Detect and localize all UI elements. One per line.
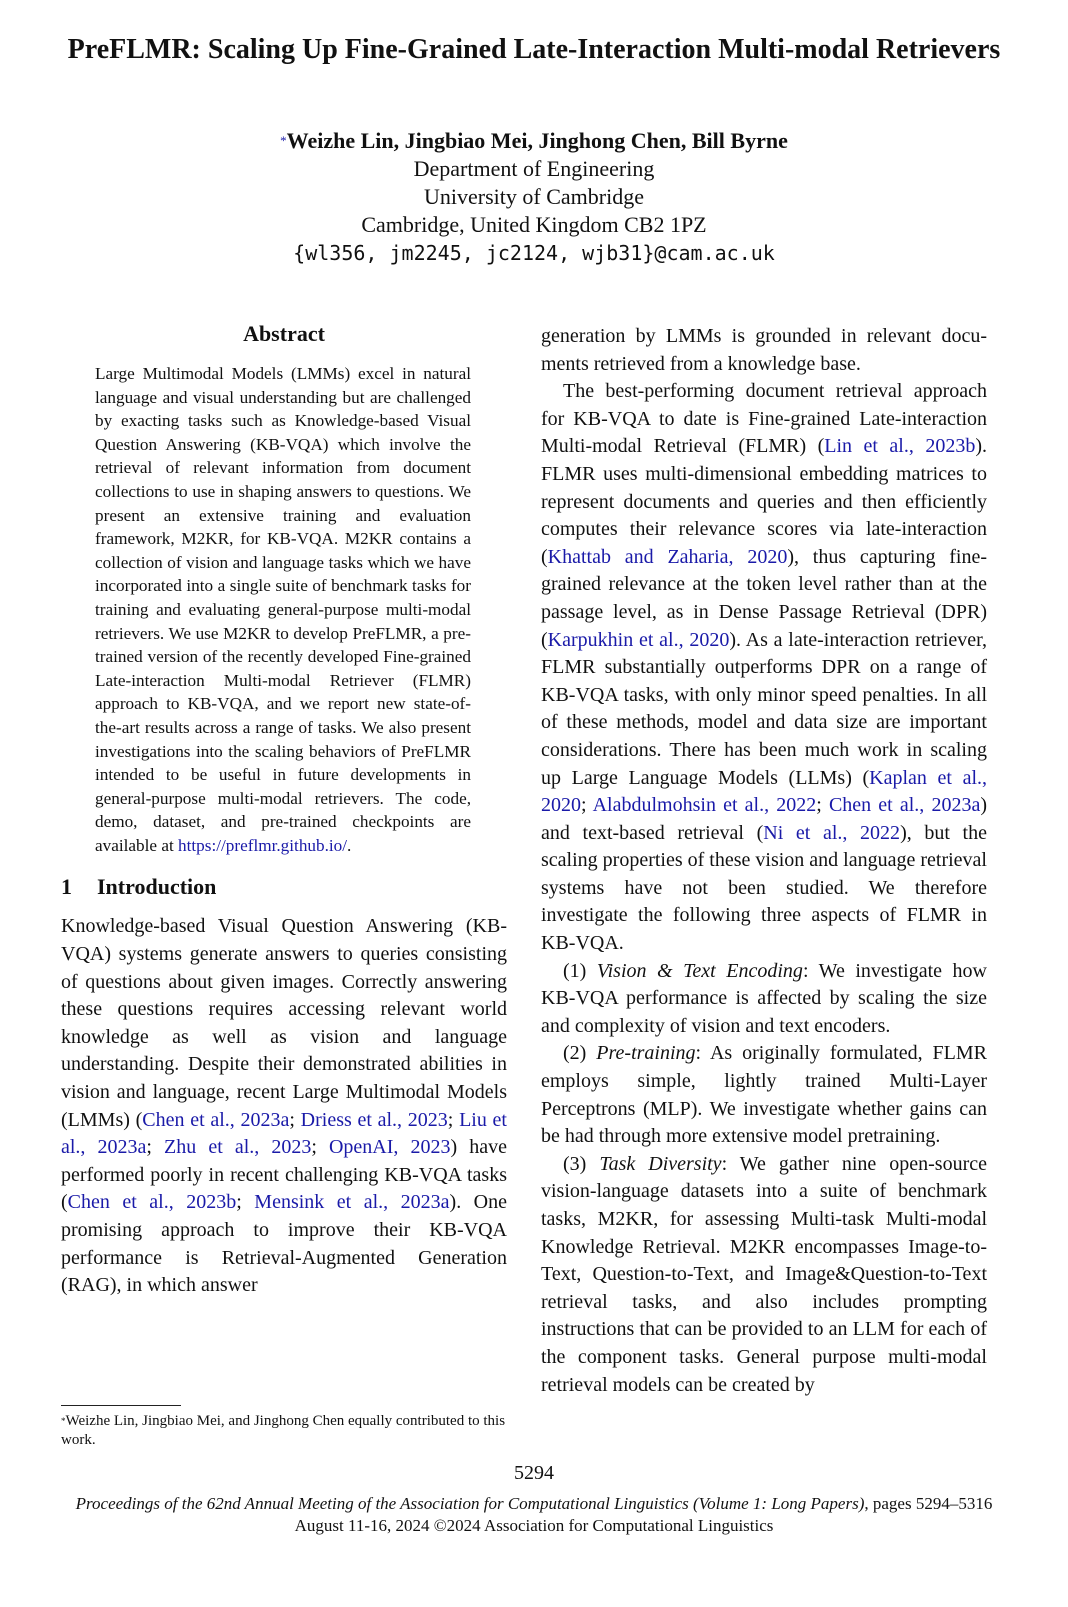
citation-ni-2022[interactable]: Ni et al., 2022 — [763, 821, 901, 844]
proceedings-pages: , pages 5294–5316 — [864, 1494, 993, 1513]
author-email: {wl356, jm2245, jc2124, wjb31}@cam.ac.uk — [293, 241, 775, 265]
text-run: The best-performing document retrieval approach for KB-VQA to date is Fine-grained Late-interaction Multi-modal Retrieval (FLMR) ( — [541, 380, 987, 458]
proceedings-footer — [20, 1493, 1048, 1537]
text-run: ). One promising approach to improve their KB-VQA performance is Retrieval-Augmented Generation (RAG), in which answer — [61, 1191, 508, 1297]
citation-mensink-2023a[interactable]: Mensink et al., 2023a — [254, 1191, 450, 1214]
proceedings-venue: Proceedings of the 62nd Annual Meeting of the Association for Computational Linguistics (Volume 1: Long Papers) — [75, 1494, 865, 1513]
footnote-marker: * — [61, 1416, 66, 1426]
proceedings-line-2: August 11-16, 2024 ©2024 Association for Computational Linguistics — [294, 1516, 774, 1535]
intro-paragraph-3 — [541, 958, 987, 1041]
list-number: (3) — [563, 1152, 600, 1175]
list-number: (2) — [563, 1042, 597, 1065]
intro-paragraph-2 — [541, 378, 987, 957]
citation-alabdulmohsin-2022[interactable]: Alabdulmohsin et al., 2022 — [592, 794, 817, 817]
citation-chen-2023a-2[interactable]: Chen et al., 2023a — [828, 794, 981, 817]
citation-openai-2023[interactable]: OpenAI, 2023 — [328, 1136, 451, 1159]
left-column — [61, 320, 507, 1300]
separator: ; — [146, 1136, 165, 1159]
text-run: ). FLMR uses multi-dimensional embedding matrices to represent documents and queries and then efficiently computes their relevance scores via late-interaction ( — [541, 435, 987, 568]
abstract-text — [95, 362, 471, 857]
citation-kaplan-2020[interactable]: Kaplan et al., 2020 — [541, 766, 987, 817]
author-names: Weizhe Lin, Jingbiao Mei, Jinghong Chen, Bill Byrne — [286, 128, 788, 153]
page-number: 5294 — [514, 1462, 554, 1484]
separator: ; — [236, 1191, 255, 1214]
text-run: : As originally formulated, FLMR employs simple, lightly trained Multi-Layer Perceptrons (MLP). We investigate whether gains can be had through more extensive model pretraining. — [541, 1042, 987, 1148]
author-address: Cambridge, United Kingdom CB2 1PZ — [361, 212, 707, 237]
footnote-rule — [61, 1405, 181, 1406]
text-run: : We gather nine open-source vision-language datasets into a suite of benchmark tasks, M2KR, for assessing Multi-task Multi-modal Knowledge Retrieval. M2KR encompasses Image-to-Text, Question-to-Text, and Image&Question-to-Text retrieval tasks, and also includes prompting instructions that can be provided to an LLM for each of the component tasks. General purpose multi-modal retrieval models can be created by — [541, 1152, 987, 1396]
proceedings-line-1 — [20, 1493, 1048, 1515]
citation-chen-2023b[interactable]: Chen et al., 2023b — [67, 1191, 237, 1214]
text-run: Knowledge-based Visual Question Answering (KB-VQA) systems generate answers to queries consisting of questions about given images. Correctly answering these questions requires accessing relevant world knowledge as well as vision and language understanding. Despite their demonstrated abilities in vision and language, recent Large Multimodal Models (LMMs) ( — [61, 915, 507, 1131]
text-run: ) have performed poorly in recent challenging KB-VQA tasks ( — [61, 1136, 507, 1214]
text-run: ) and text-based retrieval ( — [541, 794, 987, 844]
section-number: 1 — [61, 874, 72, 900]
citation-lin-2023b[interactable]: Lin et al., 2023b — [824, 435, 976, 458]
text-run: ). As a late-interaction retriever, FLMR substantially outperforms DPR on a range of KB-VQA tasks, with only minor speed penalties. In all of these methods, model and data size are important considerations. There has been much work in scaling up Large Language Models (LLMs) ( — [541, 628, 987, 789]
footnote-text: Weizhe Lin, Jingbiao Mei, and Jinghong Chen equally contributed to this work. — [61, 1413, 506, 1448]
emphasis-term: Task Diversity — [599, 1152, 722, 1175]
footnote — [61, 1405, 507, 1450]
citation-khattab-2020[interactable]: Khattab and Zaharia, 2020 — [547, 545, 788, 568]
separator: ; — [447, 1108, 460, 1131]
citation-zhu-2023[interactable]: Zhu et al., 2023 — [164, 1136, 312, 1159]
text-run: ), thus capturing fine-grained relevance at the token level rather than at the passage level, as in Dense Passage Retrieval (DPR) ( — [541, 545, 987, 651]
author-block — [60, 127, 1008, 267]
author-university: University of Cambridge — [424, 184, 644, 209]
right-column — [541, 323, 987, 1399]
abstract-body: Large Multimodal Models (LMMs) excel in natural language and visual understanding but are challenged by exacting tasks such as Knowledge-based Visual Question Answering (KB-VQA) which involve the retrieval of relevant information from document collections to use in shaping answers to questions. We present an extensive training and evaluation framework, M2KR, for KB-VQA. M2KR contains a collection of vision and language tasks which we have incorporated into a single suite of benchmark tasks for training and evaluating general-purpose multi-modal retrievers. We use M2KR to develop PreFLMR, a pretrained version of the recently developed Fine-grained Late-interaction Multi-modal Retriever (FLMR) approach to KB-VQA, and we report new state-of-the-art results across a range of tasks. We also present investigations into the scaling behaviors of PreFLMR intended to be useful in future developments in general-purpose multi-modal retrievers. The code, demo, dataset, and pre-trained checkpoints are available at — [95, 364, 471, 855]
text-run: : We investigate how KB-VQA performance is affected by scaling the size and complexity of vision and text encoders. — [541, 959, 987, 1037]
emphasis-term: Pre-training — [596, 1042, 696, 1065]
citation-driess-2023[interactable]: Driess et al., 2023 — [300, 1108, 448, 1131]
intro-paragraph-1 — [61, 913, 507, 1299]
abstract-heading: Abstract — [243, 321, 325, 346]
paper-title: PreFLMR: Scaling Up Fine-Grained Late-Interaction Multi-modal Retrievers — [67, 34, 1001, 65]
project-link[interactable]: https://preflmr.github.io/ — [178, 835, 348, 855]
intro-paragraph-1-continued: generation by LMMs is grounded in relevant documents retrieved from a knowledge base. — [541, 325, 987, 375]
citation-karpukhin-2020[interactable]: Karpukhin et al., 2020 — [547, 628, 730, 651]
citation-chen-2023a[interactable]: Chen et al., 2023a — [142, 1108, 290, 1131]
list-number: (1) — [563, 959, 597, 982]
text-run: ), but the scaling properties of these vision and language retrieval systems have not been studied. We therefore investigate the following three aspects of FLMR in KB-VQA. — [541, 821, 987, 955]
author-names-line — [60, 127, 1008, 155]
intro-paragraph-4 — [541, 1040, 987, 1150]
emphasis-term: Vision & Text Encoding — [596, 959, 803, 982]
separator: ; — [289, 1108, 301, 1131]
section-heading-introduction — [61, 873, 507, 901]
abstract-end: . — [347, 835, 352, 855]
equal-contribution-marker[interactable]: * — [280, 133, 287, 148]
separator: ; — [581, 794, 593, 817]
separator: ; — [816, 794, 829, 817]
section-title: Introduction — [97, 874, 217, 900]
intro-paragraph-5 — [541, 1151, 987, 1399]
citation-liu-2023a[interactable]: Liu et al., 2023a — [61, 1108, 507, 1159]
separator: ; — [311, 1136, 329, 1159]
author-department: Department of Engineering — [413, 156, 655, 181]
